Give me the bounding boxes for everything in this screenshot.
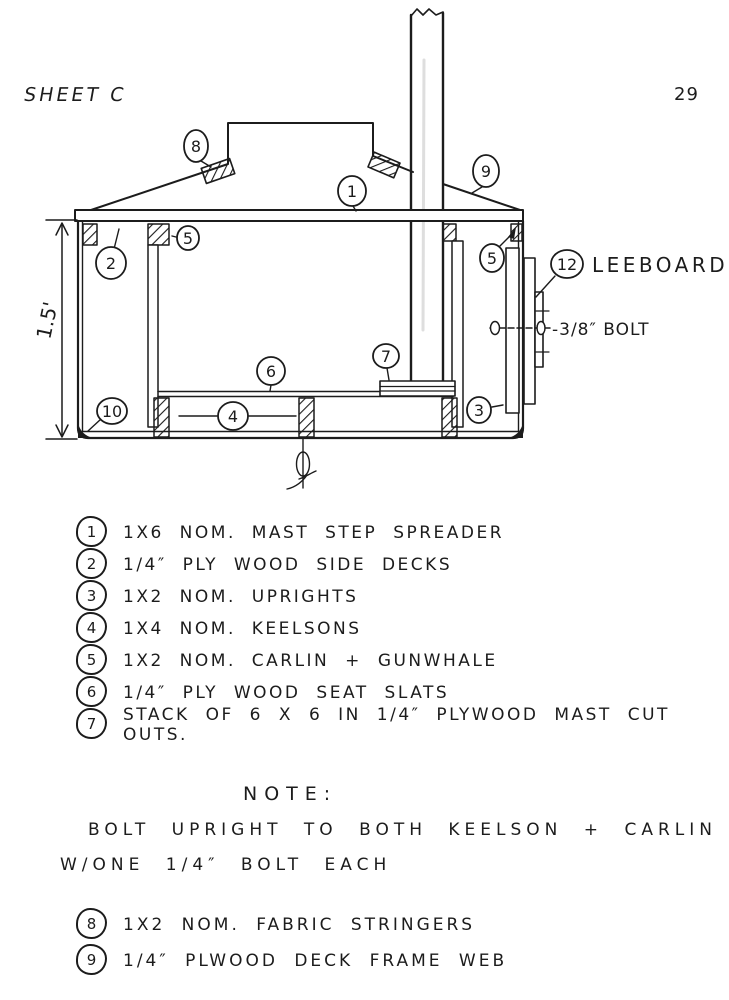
note-line-2: W/ONE 1/4″ BOLT EACH — [60, 855, 392, 875]
legend-list-bottom — [76, 910, 507, 973]
legend-text-5: 1X2 NOM. CARLIN + GUNWHALE — [123, 650, 498, 671]
callout-12 — [551, 250, 583, 278]
fabric-stringer-right — [368, 152, 400, 178]
legend-num-8: 8 — [76, 908, 107, 939]
callout-8 — [184, 130, 208, 162]
callout-2 — [96, 247, 126, 279]
keelson-center — [299, 398, 314, 437]
callout-10 — [97, 398, 127, 424]
svg-text:4: 4 — [227, 407, 239, 426]
mast — [411, 9, 443, 392]
legend-num-6: 6 — [76, 676, 107, 707]
legend-text-3: 1X2 NOM. UPRIGHTS — [123, 586, 359, 607]
svg-text:8: 8 — [190, 137, 202, 156]
keelson-left — [154, 398, 169, 437]
legend-item-8 — [76, 910, 507, 937]
mast-step-spreader — [75, 210, 523, 221]
callout-1 — [338, 176, 366, 206]
svg-text:3: 3 — [473, 401, 485, 420]
legend-item-1 — [76, 518, 729, 545]
legend-item-6 — [76, 678, 729, 705]
svg-text:1: 1 — [346, 182, 358, 201]
svg-text:12: 12 — [556, 255, 578, 274]
svg-text:9: 9 — [480, 162, 492, 181]
leeboard-bolt — [490, 322, 553, 335]
page-number: 29 — [674, 84, 699, 105]
legend-text-8: 1X2 NOM. FABRIC STRINGERS — [123, 914, 476, 935]
legend-item-2 — [76, 550, 729, 577]
svg-text:5: 5 — [182, 229, 194, 248]
callout-9 — [473, 155, 499, 187]
legend-list — [76, 518, 729, 745]
callout-4 — [218, 402, 248, 430]
note-heading: NOTE: — [243, 783, 338, 805]
legend-item-4 — [76, 614, 729, 641]
bolt-label: -3/8″ BOLT — [552, 320, 650, 340]
gunwale-left — [83, 224, 97, 245]
carlin-left — [148, 224, 169, 245]
note-line-1: BOLT UPRIGHT TO BOTH KEELSON + CARLIN — [88, 820, 717, 840]
chine-fillet-left — [78, 423, 93, 438]
callout-6 — [257, 357, 285, 385]
legend-text-6: 1/4″ PLY WOOD SEAT SLATS — [123, 682, 450, 703]
legend-item-3 — [76, 582, 729, 609]
callout-3 — [467, 397, 491, 423]
chine-fillet-right — [508, 423, 523, 438]
centerline-mark — [287, 438, 316, 489]
deck-frame-web — [88, 123, 523, 211]
legend-text-4: 1X4 NOM. KEELSONS — [123, 618, 362, 639]
height-dimension-label: 1.5' — [31, 299, 63, 342]
svg-text:5: 5 — [486, 249, 498, 268]
legend-text-1: 1X6 NOM. MAST STEP SPREADER — [123, 522, 505, 543]
callout-5-left — [177, 226, 199, 250]
legend-num-9: 9 — [76, 944, 107, 975]
svg-text:2: 2 — [105, 254, 117, 273]
carlin-right — [443, 224, 456, 241]
legend-num-7: 7 — [76, 708, 107, 739]
legend-item-5 — [76, 646, 729, 673]
legend-item-7 — [76, 704, 729, 745]
sheet-label: SHEET C — [22, 84, 129, 106]
svg-text:6: 6 — [265, 362, 277, 381]
callout-5-right — [480, 244, 504, 272]
mast-cutout-stack — [380, 381, 455, 396]
legend-num-4: 4 — [76, 612, 107, 643]
legend-num-1: 1 — [76, 516, 107, 547]
keelson-right — [442, 398, 457, 437]
svg-text:10: 10 — [101, 402, 123, 421]
legend-num-3: 3 — [76, 580, 107, 611]
callout-7 — [373, 344, 399, 368]
legend-num-5: 5 — [76, 644, 107, 675]
legend-num-2: 2 — [76, 548, 107, 579]
svg-text:7: 7 — [380, 347, 392, 366]
legend-text-7: STACK OF 6 X 6 IN 1/4″ PLYWOOD MAST CUT OUTS. — [123, 704, 670, 745]
leeboard-label: LEEBOARD — [592, 253, 729, 277]
fabric-stringer-left — [201, 159, 235, 184]
legend-text-9: 1/4″ PLWOOD DECK FRAME WEB — [123, 950, 508, 971]
legend-text-2: 1/4″ PLY WOOD SIDE DECKS — [123, 554, 453, 575]
legend-item-9 — [76, 946, 507, 973]
